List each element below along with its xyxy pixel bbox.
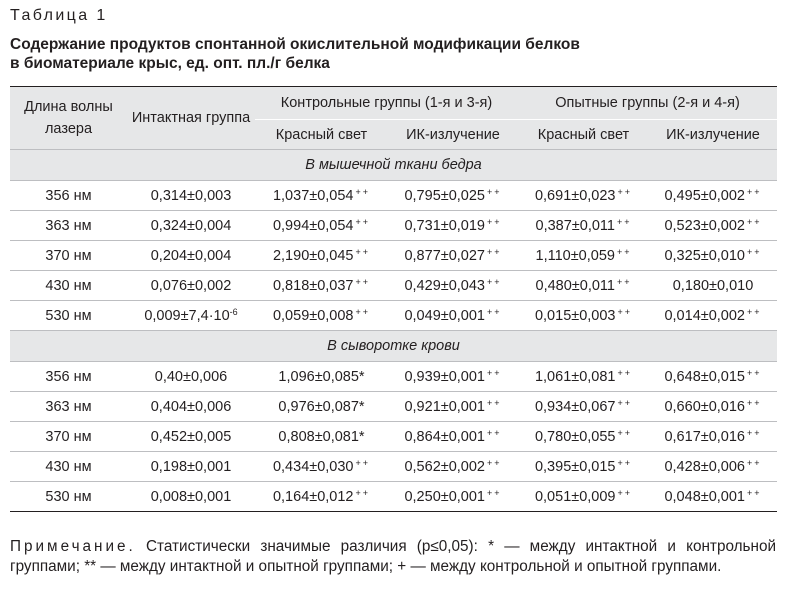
cell-value: 1,037±0,054 (272, 188, 354, 204)
cell-experimental-ir (649, 392, 777, 422)
section-row (10, 331, 777, 362)
significance-mark: ++ (355, 307, 371, 317)
cell-value: 0,434±0,030 (272, 459, 354, 475)
cell-wavelength: 530 нм (45, 307, 92, 324)
cell-value: 0,939±0,001 (404, 369, 485, 385)
table-row (10, 392, 777, 422)
cell-value: 0,523±0,002 (664, 218, 745, 234)
section-title: В сыворотке крови (10, 331, 777, 362)
significance-mark: ++ (747, 398, 762, 408)
significance-mark: ++ (616, 217, 632, 227)
significance-mark: ++ (355, 277, 371, 287)
significance-mark: ++ (616, 277, 632, 287)
cell-value: 0,562±0,002 (404, 459, 485, 475)
cell-value: 0,048±0,001 (664, 489, 745, 505)
cell-intact (127, 211, 255, 241)
cell-experimental-ir (649, 211, 777, 241)
significance-mark: ++ (747, 428, 762, 438)
cell-control-red (255, 271, 388, 301)
cell-control-red (255, 452, 388, 482)
cell-value: 0,014±0,002 (664, 308, 745, 324)
table-label: Таблица 1 (10, 7, 108, 24)
significance-mark: ++ (617, 398, 633, 408)
cell-value: 0,204±0,004 (150, 247, 232, 264)
header-experimental-ir: ИК-излучение (649, 120, 777, 150)
significance-mark: ++ (617, 488, 633, 498)
cell-value: 1,110±0,059 (535, 248, 615, 264)
table-row (10, 422, 777, 452)
cell-wavelength: 370 нм (45, 247, 92, 264)
cell-intact (127, 181, 255, 211)
cell-wavelength: 530 нм (45, 488, 92, 505)
cell-experimental-red (518, 211, 649, 241)
significance-mark: ++ (747, 307, 762, 317)
cell-control-red (255, 422, 388, 452)
cell-experimental-red (518, 452, 649, 482)
table-row (10, 362, 777, 392)
significance-mark: ++ (617, 187, 633, 197)
section-row (10, 150, 777, 181)
cell-value: 0,648±0,015 (664, 369, 745, 385)
cell-value: 0,051±0,009 (534, 489, 616, 505)
significance-mark: ++ (487, 187, 502, 197)
significance-mark: ++ (747, 187, 762, 197)
cell-experimental-red (518, 482, 649, 512)
significance-mark: ++ (355, 217, 371, 227)
significance-mark: ++ (747, 247, 762, 257)
cell-value: 0,049±0,001 (404, 308, 485, 324)
cell-value: 0,059±0,008 (272, 308, 354, 324)
header-wavelength: Длина волны лазера (10, 87, 127, 150)
cell-value: 0,921±0,001 (404, 399, 485, 415)
table-caption (10, 35, 770, 73)
caption-line-2: в биоматериале крыс, ед. опт. пл./г белка (10, 55, 330, 72)
cell-value: 0,934±0,067 (534, 399, 616, 415)
cell-experimental-ir (649, 362, 777, 392)
significance-mark: ++ (487, 368, 502, 378)
cell-experimental-ir (649, 181, 777, 211)
cell-wavelength: 430 нм (45, 277, 92, 294)
cell-wavelength: 370 нм (45, 428, 92, 445)
header-experimental-group: Опытные группы (2-я и 4-я) (518, 87, 777, 120)
significance-mark: ++ (617, 368, 633, 378)
cell-value: 0,40±0,006 (154, 368, 228, 385)
header-experimental-red: Красный свет (518, 120, 649, 150)
header-intact: Интактная группа (127, 87, 255, 150)
cell-value: 0,864±0,001 (404, 429, 485, 445)
significance-mark: ++ (355, 488, 371, 498)
cell-control-ir (388, 362, 518, 392)
table-row (10, 452, 777, 482)
cell-value: 0,008±0,001 (150, 488, 232, 505)
cell-control-ir (388, 452, 518, 482)
cell-value: 0,395±0,015 (534, 459, 616, 475)
cell-control-red (255, 482, 388, 512)
significance-mark: ++ (355, 458, 371, 468)
significance-mark: ++ (487, 398, 502, 408)
table-body (10, 150, 777, 512)
table-row (10, 181, 777, 211)
significance-mark: ++ (617, 307, 633, 317)
significance-mark: ++ (617, 428, 633, 438)
cell-value: 0,325±0,010 (664, 248, 745, 264)
significance-mark: ++ (747, 368, 762, 378)
header-control-ir: ИК-излучение (388, 120, 518, 150)
cell-control-red (255, 181, 388, 211)
significance-mark: ++ (487, 488, 502, 498)
cell-value: 0,198±0,001 (150, 458, 232, 475)
cell-value: 0,314±0,003 (150, 187, 232, 204)
table-row (10, 271, 777, 301)
table-header (10, 87, 777, 150)
cell-intact (127, 482, 255, 512)
cell-experimental-red (518, 181, 649, 211)
table-row (10, 211, 777, 241)
cell-experimental-red (518, 362, 649, 392)
cell-intact (127, 301, 255, 331)
cell-value: 0,452±0,005 (150, 428, 232, 445)
significance-mark: ++ (487, 247, 502, 257)
cell-control-red (255, 392, 388, 422)
cell-value: 0,818±0,037 (272, 278, 354, 294)
header-control-group: Контрольные группы (1-я и 3-я) (255, 87, 518, 120)
significance-mark: ++ (747, 488, 762, 498)
cell-intact (127, 392, 255, 422)
significance-mark: ++ (747, 458, 762, 468)
cell-value: 2,190±0,045 (272, 248, 354, 264)
cell-experimental-ir (649, 422, 777, 452)
section-title: В мышечной ткани бедра (10, 150, 777, 181)
cell-value: 0,617±0,016 (664, 429, 745, 445)
note-heading: Примечание. (10, 538, 136, 555)
cell-intact (127, 452, 255, 482)
cell-control-ir (388, 181, 518, 211)
significance-mark: ++ (487, 428, 502, 438)
cell-control-red (255, 241, 388, 271)
cell-value: 0,691±0,023 (534, 188, 616, 204)
cell-intact (127, 362, 255, 392)
cell-wavelength: 356 нм (45, 187, 92, 204)
cell-value: 0,180±0,010 (672, 277, 754, 294)
cell-value: 0,780±0,055 (534, 429, 616, 445)
cell-control-ir (388, 422, 518, 452)
cell-control-ir (388, 211, 518, 241)
cell-value: 0,164±0,012 (272, 489, 354, 505)
significance-mark: ++ (487, 458, 502, 468)
cell-experimental-red (518, 241, 649, 271)
cell-value: 0,731±0,019 (404, 218, 485, 234)
significance-mark: ++ (355, 247, 371, 257)
cell-control-ir (388, 271, 518, 301)
cell-experimental-ir (649, 241, 777, 271)
cell-value: 0,660±0,016 (664, 399, 745, 415)
cell-experimental-ir (649, 452, 777, 482)
cell-value: 0,015±0,003 (534, 308, 616, 324)
table-row (10, 241, 777, 271)
table-note (10, 537, 776, 576)
cell-value: 0,795±0,025 (404, 188, 485, 204)
header-control-red: Красный свет (255, 120, 388, 150)
significance-mark: ++ (487, 277, 502, 287)
cell-value: 0,076±0,002 (150, 277, 232, 294)
table-row (10, 482, 777, 512)
cell-experimental-ir (649, 271, 777, 301)
cell-value: 0,877±0,027 (404, 248, 485, 264)
cell-value: 0,404±0,006 (150, 398, 232, 415)
cell-value: 0,976±0,087* (278, 398, 365, 415)
cell-value: 1,061±0,081 (534, 369, 616, 385)
cell-exponent: -6 (229, 307, 238, 317)
cell-value: 0,495±0,002 (664, 188, 745, 204)
cell-value: 0,324±0,004 (150, 217, 232, 234)
cell-experimental-ir (649, 301, 777, 331)
cell-control-red (255, 301, 388, 331)
cell-value: 0,428±0,006 (664, 459, 745, 475)
cell-control-ir (388, 392, 518, 422)
cell-control-red (255, 211, 388, 241)
cell-value: 0,250±0,001 (404, 489, 485, 505)
note-text: Статистически значимые различия (p≤0,05): * — между интактной и контрольной группами; ** — между интактной и опытной группами; + — между контрольной и опытной группами. (10, 538, 777, 575)
cell-experimental-red (518, 422, 649, 452)
cell-intact (127, 422, 255, 452)
cell-control-ir (388, 301, 518, 331)
cell-control-ir (388, 482, 518, 512)
cell-intact (127, 271, 255, 301)
cell-value: 0,994±0,054 (272, 218, 354, 234)
cell-experimental-red (518, 301, 649, 331)
significance-mark: ++ (616, 247, 632, 257)
cell-wavelength: 356 нм (45, 368, 92, 385)
cell-value: 0,429±0,043 (404, 278, 485, 294)
cell-experimental-red (518, 271, 649, 301)
cell-control-ir (388, 241, 518, 271)
cell-intact (127, 241, 255, 271)
cell-value: 0,480±0,011 (535, 278, 615, 294)
cell-value: 0,387±0,011 (535, 218, 615, 234)
cell-value: 0,009±7,4·10 (144, 308, 230, 324)
cell-experimental-ir (649, 482, 777, 512)
significance-mark: ++ (747, 217, 762, 227)
significance-mark: ++ (355, 187, 371, 197)
cell-control-red (255, 362, 388, 392)
significance-mark: ++ (617, 458, 633, 468)
significance-mark: ++ (487, 217, 502, 227)
significance-mark: ++ (487, 307, 502, 317)
cell-experimental-red (518, 392, 649, 422)
table-row (10, 301, 777, 331)
caption-line-1: Содержание продуктов спонтанной окислительной модификации белков (10, 36, 580, 53)
cell-value: 0,808±0,081* (278, 428, 365, 445)
cell-wavelength: 363 нм (45, 398, 92, 415)
data-table (10, 86, 777, 512)
cell-wavelength: 430 нм (45, 458, 92, 475)
cell-wavelength: 363 нм (45, 217, 92, 234)
cell-value: 1,096±0,085* (278, 368, 365, 385)
